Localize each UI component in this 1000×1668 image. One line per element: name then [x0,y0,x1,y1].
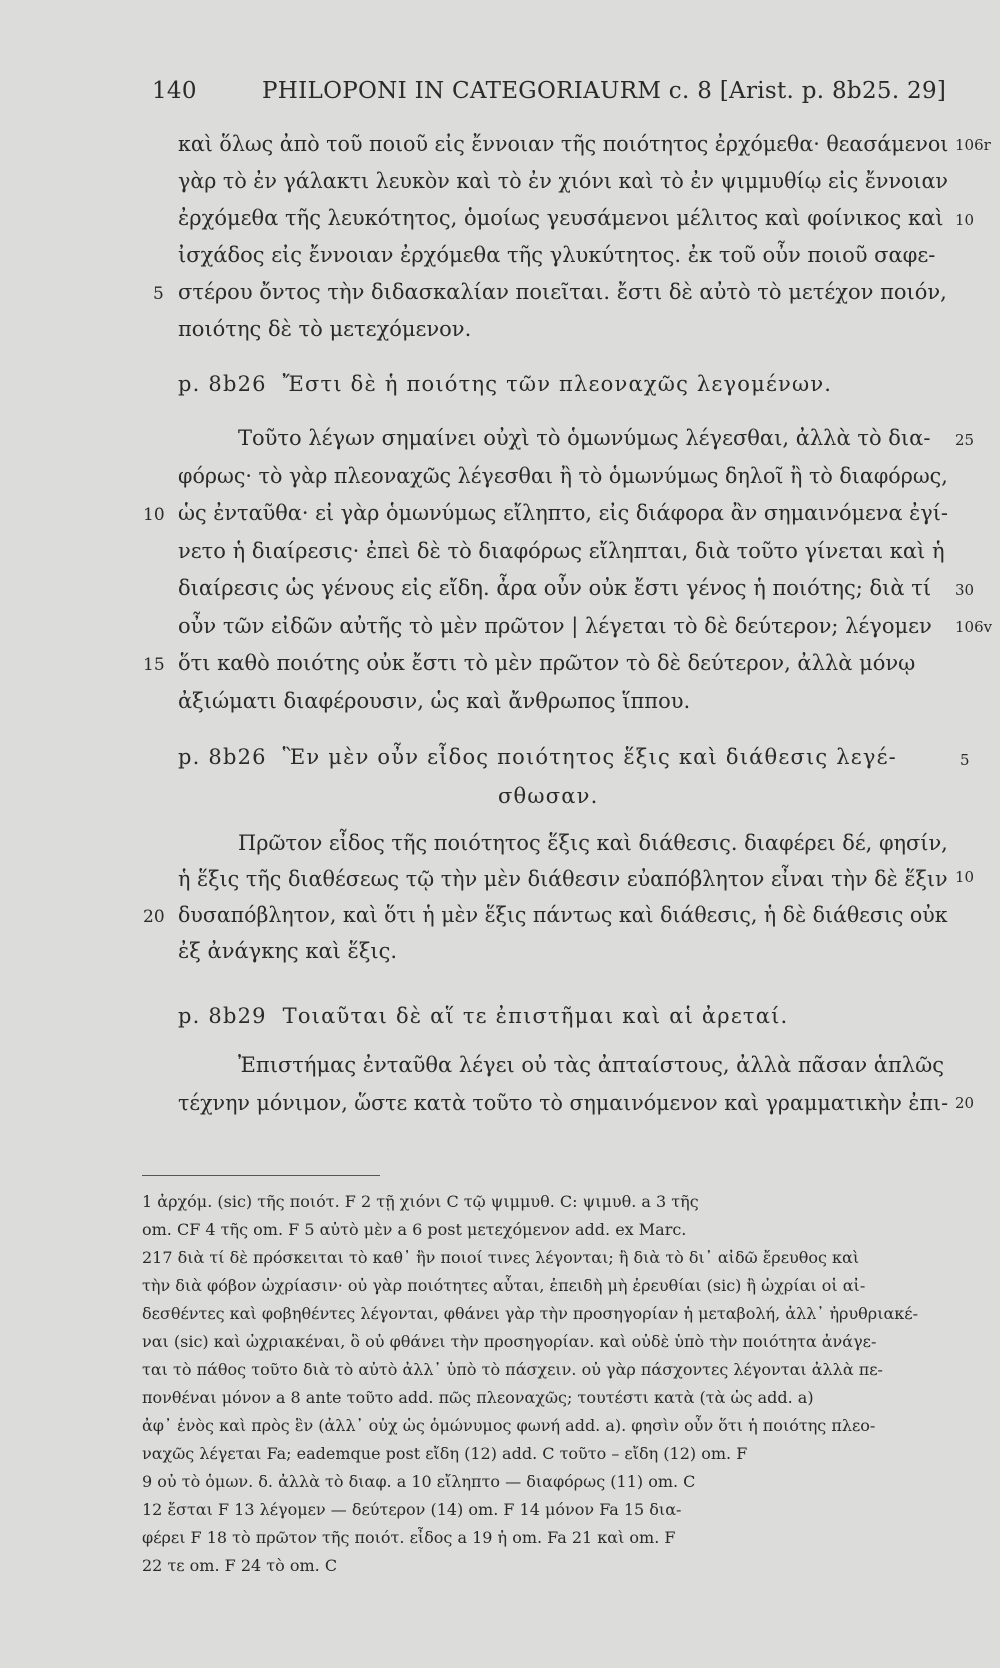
apparatus-line: ἀφ᾽ ἑνὸς καὶ πρὸς ἓν (ἀλλ᾽ οὐχ ὡς ὁμώνυμος φωνή add. a). φησὶν οὖν ὅτι ἡ ποιότης πλεο- [142,1416,876,1435]
margin-line-number: 25 [955,431,975,449]
apparatus-line: φέρει F 18 τὸ πρῶτον τῆς ποιότ. εἶδος a 19 ἡ om. Fa 21 καὶ om. F [142,1528,676,1547]
apparatus-line: ναχῶς λέγεται Fa; eademque post εἴδη (12) add. C τοῦτο – εἴδη (12) om. F [142,1444,748,1463]
lemma-continuation: σθωσαν. [498,784,599,808]
line-number: 5 [153,284,164,304]
apparatus-line: om. CF 4 τῆς om. F 5 αὐτὸ μὲν a 6 post μετεχόμενον add. ex Marc. [142,1220,687,1239]
lemma-heading [178,745,897,769]
text-line: γὰρ τὸ ἐν γάλακτι λευκὸν καὶ τὸ ἐν χιόνι καὶ τὸ ἐν ψιμμυθίῳ εἰς ἔννοιαν [178,169,948,193]
text-line: οὖν τῶν εἰδῶν αὐτῆς τὸ μὲν πρῶτον | λέγεται τὸ δὲ δεύτερον; λέγομεν [178,614,932,638]
apparatus-line: 12 ἔσται F 13 λέγομεν — δεύτερον (14) om. F 14 μόνον Fa 15 δια- [142,1500,682,1519]
apparatus-line: πονθέναι μόνον a 8 ante τοῦτο add. πῶς πλεοναχῶς; τουτέστι κατὰ (τὰ ὡς add. a) [142,1388,814,1407]
text-line: ὅτι καθὸ ποιότης οὐκ ἔστι τὸ μὲν πρῶτον τὸ δὲ δεύτερον, ἀλλὰ μόνῳ [178,651,916,675]
folio-number: 106v [955,618,993,636]
margin-line-number: 30 [955,581,975,599]
lemma-reference: p. 8b26 [178,372,267,396]
apparatus-line: τὴν διὰ φόβον ὠχρίασιν· οὐ γὰρ ποιότητες αὗται, ἐπειδὴ μὴ ἐρευθίαι (sic) ἢ ὠχρίαι οἱ αἰ- [142,1276,866,1295]
apparatus-line: 22 τε om. F 24 τὸ om. C [142,1556,338,1575]
apparatus-line: ναι (sic) καὶ ὠχριακέναι, ὃ οὐ φθάνει τὴν προσηγορίαν. καὶ οὐδὲ ὑπὸ τὴν ποιότητα ἀνάγε- [142,1332,877,1351]
text-line: ποιότης δὲ τὸ μετεχόμενον. [178,317,472,341]
text-line: φόρως· τὸ γὰρ πλεοναχῶς λέγεσθαι ἢ τὸ ὁμωνύμως δηλοῖ ἢ τὸ διαφόρως, [178,464,948,488]
text-line: καὶ ὅλως ἀπὸ τοῦ ποιοῦ εἰς ἔννοιαν τῆς ποιότητος ἐρχόμεθα· θεασάμενοι [178,132,949,156]
text-line: διαίρεσις ὡς γένους εἰς εἴδη. ἆρα οὖν οὐκ ἔστι γένος ἡ ποιότης; διὰ τί [178,576,932,600]
text-line: τέχνην μόνιμον, ὥστε κατὰ τοῦτο τὸ σημαινόμενον καὶ γραμματικὴν ἐπι- [178,1091,949,1115]
text-line: ἡ ἕξις τῆς διαθέσεως τῷ τὴν μὲν διάθεσιν εὐαπόβλητον εἶναι τὴν δὲ ἕξιν [178,867,948,891]
lemma-text: Ἓν μὲν οὖν εἶδος ποιότητος ἕξις καὶ διάθεσις λεγέ- [282,745,897,769]
text-line: στέρου ὄντος τὴν διδασκαλίαν ποιεῖται. ἔστι δὲ αὐτὸ τὸ μετέχον ποιόν, [178,280,947,304]
folio-number: 106r [955,136,991,154]
text-line: Πρῶτον εἶδος τῆς ποιότητος ἕξις καὶ διάθεσις. διαφέρει δέ, φησίν, [238,831,948,855]
lemma-reference: p. 8b26 [178,745,267,769]
line-number: 10 [143,505,165,525]
lemma-heading [178,372,832,396]
margin-line-number: 10 [955,211,975,229]
text-line: Ἐπιστήμας ἐνταῦθα λέγει οὐ τὰς ἀπταίστους, ἀλλὰ πᾶσαν ἁπλῶς [238,1053,944,1077]
text-line: ἐξ ἀνάγκης καὶ ἕξις. [178,939,398,963]
lemma-text: Τοιαῦται δὲ αἵ τε ἐπιστῆμαι καὶ αἱ ἀρεταί. [282,1004,789,1028]
text-line: Τοῦτο λέγων σημαίνει οὐχὶ τὸ ὁμωνύμως λέγεσθαι, ἀλλὰ τὸ δια- [238,426,931,450]
text-line: ὡς ἐνταῦθα· εἰ γὰρ ὁμωνύμως εἴληπτο, εἰς διάφορα ἂν σημαινόμενα ἐγί- [178,501,948,525]
margin-line-number: 20 [955,1094,975,1112]
footnote-rule [142,1175,380,1176]
lemma-text: Ἔστι δὲ ἡ ποιότης τῶν πλεοναχῶς λεγομένων. [282,372,833,396]
text-line: ἐρχόμεθα τῆς λευκότητος, ὁμοίως γευσάμενοι μέλιτος καὶ φοίνικος καὶ [178,206,944,230]
lemma-reference: p. 8b29 [178,1004,267,1028]
lemma-heading [178,1004,788,1028]
apparatus-line: 1 ἀρχόμ. (sic) τῆς ποιότ. F 2 τῇ χιόνι C τῷ ψιμμυθ. C: ψιμυθ. a 3 τῆς [142,1192,699,1211]
text-line: ἰσχάδος εἰς ἔννοιαν ἐρχόμεθα τῆς γλυκύτητος. ἐκ τοῦ οὖν ποιοῦ σαφε- [178,243,936,267]
text-line: ἀξιώματι διαφέρουσιν, ὡς καὶ ἄνθρωπος ἵππου. [178,689,691,713]
text-line: δυσαπόβλητον, καὶ ὅτι ἡ μὲν ἕξις πάντως καὶ διάθεσις, ἡ δὲ διάθεσις οὐκ [178,903,948,927]
running-title: PHILOPONI IN CATEGORIAURM c. 8 [Arist. p. 8b25. 29] [262,78,947,104]
margin-line-number: 10 [955,868,975,886]
apparatus-line: ται τὸ πάθος τοῦτο διὰ τὸ αὐτὸ ἀλλ᾽ ὑπὸ τὸ πάσχειν. οὐ γὰρ πάσχοντες λέγονται ἀλλὰ πε- [142,1360,883,1379]
line-number: 15 [143,655,165,675]
apparatus-line: δεσθέντες καὶ φοβηθέντες λέγονται, φθάνει γὰρ τὴν προσηγορίαν ἡ μεταβολή, ἀλλ᾽ ἠρυθριακέ- [142,1304,918,1323]
line-number: 20 [143,907,165,927]
page-number: 140 [152,78,197,104]
text-line: νετο ἡ διαίρεσις· ἐπεὶ δὲ τὸ διαφόρως εἴληπται, διὰ τοῦτο γίνεται καὶ ἡ [178,539,945,563]
apparatus-line: 9 οὐ τὸ ὁμων. δ. ἀλλὰ τὸ διαφ. a 10 εἴληπτο — διαφόρως (11) om. C [142,1472,696,1491]
margin-line-number: 5 [960,751,970,769]
apparatus-line: 217 διὰ τί δὲ πρόσκειται τὸ καθ᾽ ἣν ποιοί τινες λέγονται; ἢ διὰ τὸ δι᾽ αἰδῶ ἔρευθος καὶ [142,1248,860,1267]
